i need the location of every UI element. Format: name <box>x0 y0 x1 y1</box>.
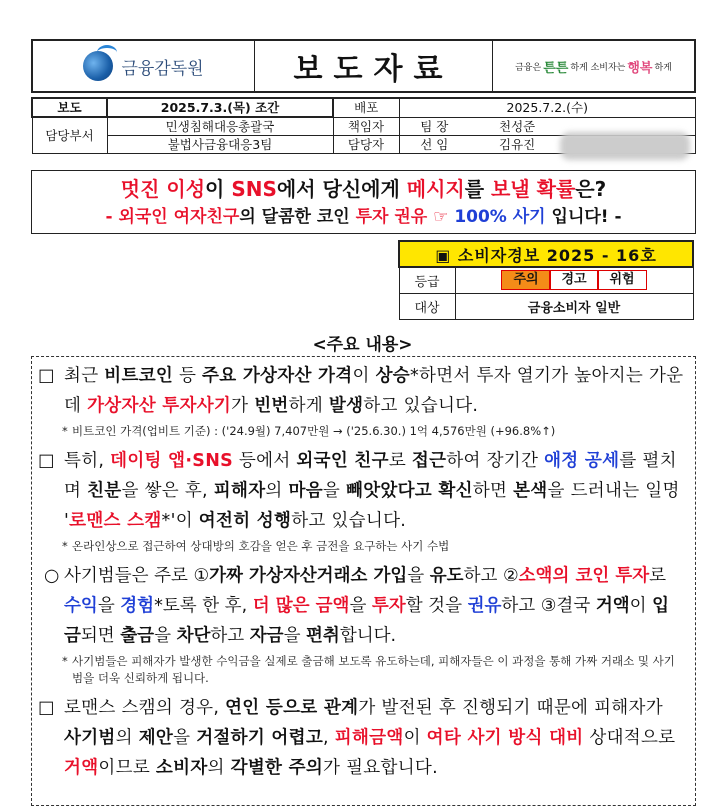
t: 사기범들은 주로 ① <box>64 566 210 586</box>
level-alert: 경고 <box>549 270 599 290</box>
level-caution: 주의 <box>501 270 551 290</box>
t: 등 <box>173 366 203 386</box>
t: 이 <box>352 366 376 386</box>
hl-frag: 보낼 확률 <box>491 177 576 201</box>
t: 외국인 친구 <box>296 451 389 471</box>
hl-frag: 입니다! - <box>545 207 622 227</box>
t: 차단 <box>176 626 211 646</box>
header <box>31 39 696 93</box>
t: 최근 <box>64 366 105 386</box>
resp-name: 천성준 <box>469 117 696 136</box>
t: 상대적으로 <box>583 728 676 748</box>
hl-frag: 에서 당신에게 <box>276 177 407 201</box>
note-text: 비트코인 가격(업비트 기준) : ('24.9월) 7,407만원 → ('25.6.30.) 1억 4,576만원 (+96.8%↑) <box>72 424 556 438</box>
t: 데이팅 앱·SNS <box>110 451 234 471</box>
t: 을 <box>283 626 307 646</box>
t: 빼앗았다고 확신 <box>345 481 473 501</box>
t: 이 <box>629 596 653 616</box>
headline-line1 <box>32 175 695 203</box>
consumer-warning <box>398 240 694 320</box>
t: 이 <box>403 728 427 748</box>
t: 가 <box>231 396 255 416</box>
t: 가짜 가상자산거래소 가입 <box>209 566 408 586</box>
paragraph-4 <box>38 693 685 783</box>
t: 할 것을 <box>405 596 468 616</box>
t: 여타 사기 방식 대비 <box>426 728 584 748</box>
slogan <box>493 41 694 91</box>
t: 빈번 <box>254 396 289 416</box>
resp-label: 책임자 <box>333 117 399 136</box>
t: 주요 가상자산 가격 <box>202 366 353 386</box>
t: 마음 <box>288 481 323 501</box>
t: , <box>323 728 335 748</box>
t: 가 필요합니다. <box>323 758 438 778</box>
t: 각별한 주의 <box>230 758 324 778</box>
dept-line2: 불법사금융대응3팀 <box>107 136 333 154</box>
t: 더 많은 금액 <box>252 596 350 616</box>
note-3 <box>38 653 685 687</box>
t: 로맨스 스캠의 경우, <box>64 698 226 718</box>
fss-globe-icon <box>83 51 113 81</box>
bullet: □ <box>38 451 55 471</box>
slogan-text: 금융은 <box>515 62 542 73</box>
bullet: □ <box>38 698 55 718</box>
bullet: ○ <box>44 566 60 586</box>
doc-type: 보도자료 <box>255 41 493 91</box>
t: 로맨스 스캠 <box>69 511 162 531</box>
t: 편취 <box>306 626 340 646</box>
t: 을 쌓은 후, <box>121 481 214 501</box>
t: 제안 <box>138 728 174 748</box>
t: 하게 <box>288 396 329 416</box>
t: 거액 <box>595 596 630 616</box>
t: 유도 <box>429 566 464 586</box>
t: 을 <box>97 596 121 616</box>
t: 합니다. <box>339 626 397 646</box>
dist-value: 2025.7.2.(수) <box>399 98 696 117</box>
t: 의 <box>115 728 139 748</box>
release-value: 2025.7.3.(목) 조간 <box>107 98 333 117</box>
t: 수익 <box>64 596 98 616</box>
t: *하면서 투자 열기가 높아지는 가운데 <box>64 366 684 416</box>
bullet: □ <box>38 366 55 386</box>
t: 사기범 <box>64 728 116 748</box>
hl-frag: 투자 권유 <box>355 207 428 227</box>
headline-line2 <box>32 203 695 231</box>
t: 경험 <box>120 596 155 616</box>
t: 로 <box>649 566 667 586</box>
t: 친분 <box>87 481 122 501</box>
note-1 <box>38 423 685 440</box>
note-marker: * <box>62 424 68 438</box>
t: 등에서 <box>233 451 297 471</box>
org-logo <box>33 41 255 91</box>
t: 을 <box>154 626 177 646</box>
t: *'이 <box>161 511 199 531</box>
t: *토록 한 후, <box>154 596 253 616</box>
t: 을 <box>322 481 346 501</box>
note-2 <box>38 538 685 555</box>
t: 상승 <box>375 366 410 386</box>
target-label: 대상 <box>399 293 455 319</box>
hl-frag: ☞ <box>427 207 455 227</box>
paragraph-2 <box>38 446 685 536</box>
t: 애정 공세 <box>544 451 620 471</box>
target-value: 금융소비자 일반 <box>455 293 693 319</box>
slogan-text: 하게 소비자는 <box>570 62 626 73</box>
warning-title: ▣ 소비자경보 2025 - 16호 <box>399 241 693 267</box>
t: 이므로 <box>98 758 156 778</box>
dept-label: 담당부서 <box>32 117 107 154</box>
contact-name: 김유진 <box>469 136 696 154</box>
t: 하고 ③결국 <box>501 596 596 616</box>
t: 특히, <box>64 451 111 471</box>
t: 권유 <box>467 596 502 616</box>
sub-paragraph-3 <box>38 561 685 651</box>
t: 입금 <box>64 596 669 646</box>
t: 접근 <box>411 451 447 471</box>
hl-frag: SNS <box>231 177 277 201</box>
t: 피해자 <box>213 481 266 501</box>
level-danger: 위험 <box>597 270 647 290</box>
t: 발생 <box>328 396 364 416</box>
t: 연인 등으로 관계 <box>225 698 359 718</box>
t: 을 <box>407 566 430 586</box>
t: 하여 장기간 <box>446 451 545 471</box>
t: 를 펼치며 <box>64 451 677 501</box>
t: 하고 <box>210 626 250 646</box>
t: 가상자산 투자사기 <box>87 396 232 416</box>
t: 소비자 <box>155 758 208 778</box>
slogan-text: 하게 <box>654 62 672 73</box>
hl-frag: 의 달콤한 코인 <box>239 207 356 227</box>
t: 을 <box>173 728 197 748</box>
t: 의 <box>207 758 231 778</box>
content-box <box>31 356 696 806</box>
dept-line1: 민생침해대응총괄국 <box>107 117 333 136</box>
t: 가 발전된 후 진행되기 때문에 피해자가 <box>358 698 663 718</box>
t: 하고 있습니다. <box>363 396 479 416</box>
slogan-word: 행복 <box>627 60 653 76</box>
org-name: 금융감독원 <box>121 58 204 79</box>
t: 비트코인 <box>104 366 174 386</box>
t: 소액의 코인 투자 <box>518 566 650 586</box>
grade-label: 등급 <box>399 267 455 293</box>
note-text: 사기범들은 피해자가 발생한 수익금을 실제로 출금해 보도록 유도하는데, 피해자들은 이 과정을 통해 가짜 거래소 및 사기범을 더욱 신뢰하게 됩니다. <box>72 654 675 685</box>
t: 의 <box>265 481 289 501</box>
slogan-word: 튼튼 <box>543 60 569 76</box>
redacted-phone <box>560 132 690 160</box>
grade-levels <box>455 267 693 293</box>
t: 여전히 성행 <box>198 511 292 531</box>
t: 자금 <box>249 626 284 646</box>
hl-frag: 외국인 여자친구 <box>118 207 240 227</box>
t: 하고 있습니다. <box>291 511 407 531</box>
t: 하면 <box>472 481 514 501</box>
t: 피해금액 <box>334 728 404 748</box>
resp-title: 팀 장 <box>399 117 469 136</box>
t: 거절하기 어렵고 <box>196 728 324 748</box>
hl-frag: 메시지 <box>406 177 465 201</box>
note-marker: * <box>62 654 68 668</box>
t: 본색 <box>513 481 548 501</box>
note-marker: * <box>62 539 68 553</box>
hl-frag: 멋진 이성 <box>120 177 206 201</box>
t: 출금 <box>120 626 155 646</box>
contact-title: 선 임 <box>399 136 469 154</box>
hl-frag: 은? <box>575 177 607 201</box>
hl-frag: 100% 사기 <box>454 207 546 227</box>
release-label: 보도 <box>32 98 107 117</box>
hl-frag: - <box>105 207 119 227</box>
t: 되면 <box>80 626 121 646</box>
t: 거액 <box>64 758 99 778</box>
t: 을 드러내는 일명 ' <box>64 481 680 531</box>
t: 로 <box>388 451 412 471</box>
headline-box <box>31 170 696 234</box>
main-title: <주요 내용> <box>312 335 413 355</box>
t: 하고 ② <box>463 566 519 586</box>
t: 투자 <box>371 596 406 616</box>
dist-label: 배포 <box>333 98 399 117</box>
hl-frag: 를 <box>464 177 492 201</box>
t: 을 <box>349 596 372 616</box>
hl-frag: 이 <box>205 177 232 201</box>
note-text: 온라인상으로 접근하여 상대방의 호감을 얻은 후 금전을 요구하는 사기 수법 <box>72 539 450 553</box>
paragraph-1 <box>38 361 685 421</box>
contact-label: 담당자 <box>333 136 399 154</box>
